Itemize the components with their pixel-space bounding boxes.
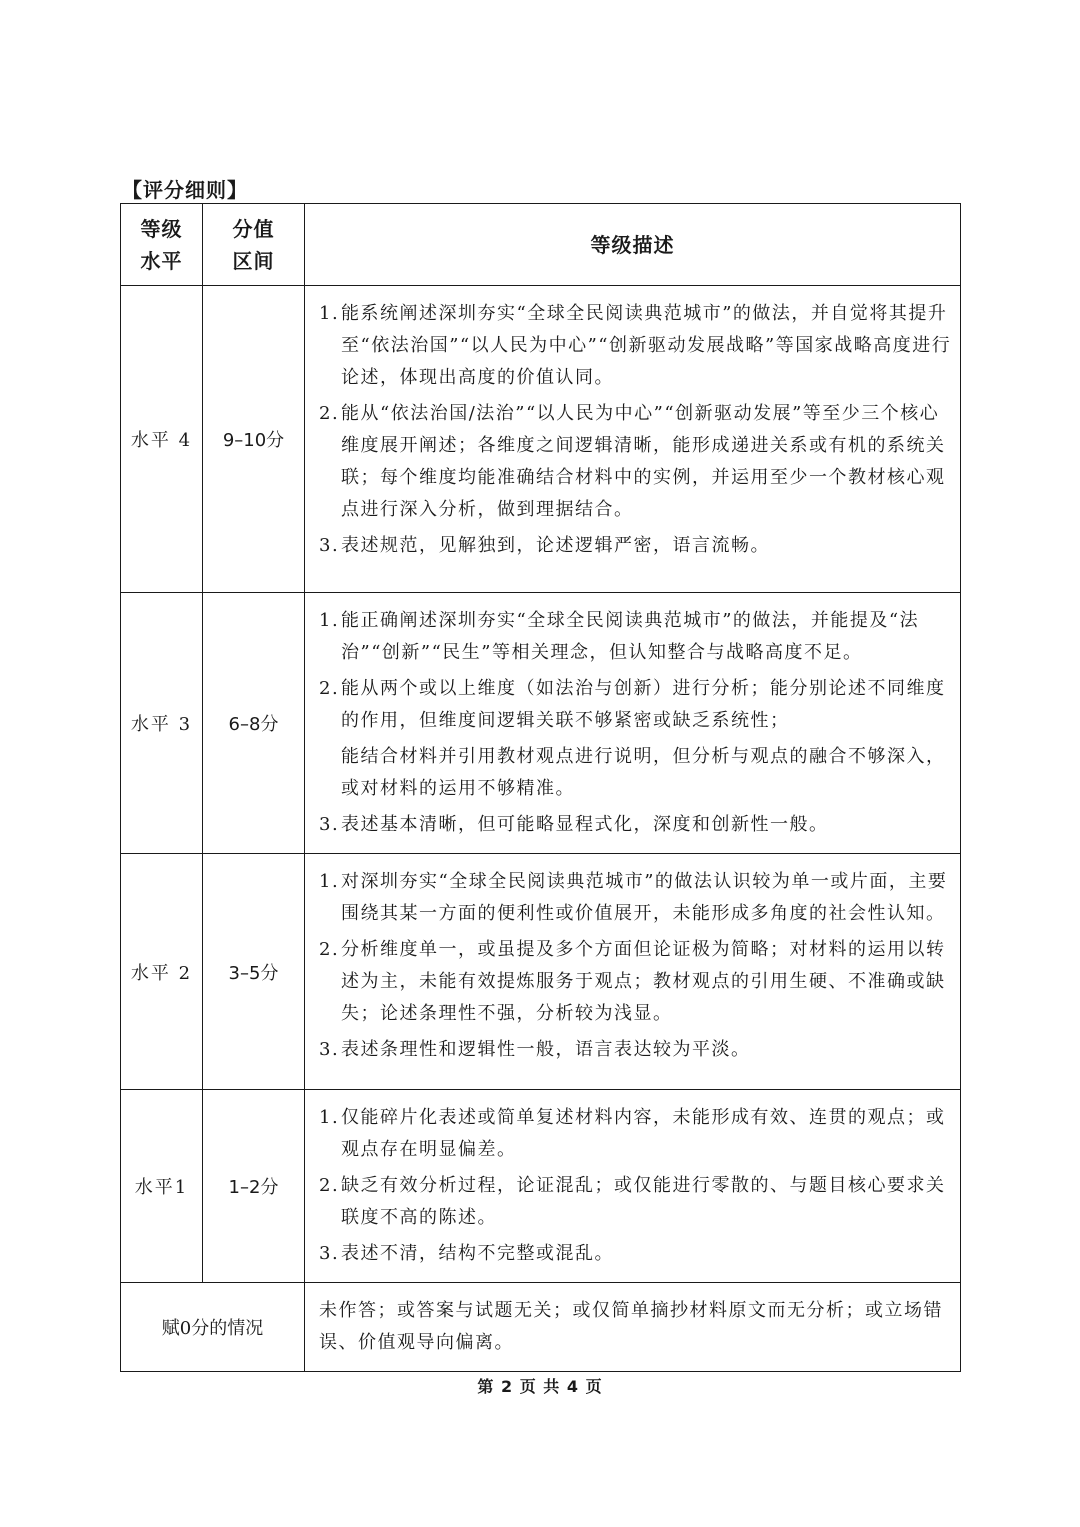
description-item: 3. 表述规范，见解独到，论述逻辑严密，语言流畅。 <box>319 535 770 556</box>
level-description <box>305 854 961 1090</box>
footer-total-pages: 4 <box>566 1377 579 1396</box>
header-level-line1: 等级 <box>140 216 183 241</box>
description-item: 2. 缺乏有效分析过程，论证混乱；或仅能进行零散的、与题目核心要求关联度不高的陈述。 <box>319 1175 946 1228</box>
description-item: 3. 表述不清，结构不完整或混乱。 <box>319 1243 614 1264</box>
section-heading: 【评分细则】 <box>122 178 248 202</box>
header-score-line2: 区间 <box>232 248 275 273</box>
score-range: 6–8分 <box>203 593 305 854</box>
level-label: 水平 3 <box>121 593 203 854</box>
description-item: 2. 能从两个或以上维度（如法治与创新）进行分析；能分别论述不同维度的作用，但维度间逻辑关联不够紧密或缺乏系统性； <box>319 678 946 731</box>
header-level <box>121 204 203 286</box>
header-level-line2: 水平 <box>140 248 183 273</box>
level-description <box>305 593 961 854</box>
level-label: 水平 4 <box>121 286 203 593</box>
table-header-row <box>121 204 961 286</box>
scoring-rubric-table <box>120 203 961 1372</box>
description-item: 未作答；或答案与试题无关；或仅简单摘抄材料原文而无分析；或立场错误、价值观导向偏离。 <box>319 1300 943 1353</box>
header-score-line1: 分值 <box>232 216 275 241</box>
description-item: 1. 能系统阐述深圳夯实“全球全民阅读典范城市”的做法，并自觉将其提升至“依法治国”“以人民为中心”“创新驱动发展战略”等国家战略高度进行论述，体现出高度的价值认同。 <box>319 303 952 388</box>
header-description: 等级描述 <box>305 204 961 286</box>
level-description <box>305 1090 961 1283</box>
score-range: 9–10分 <box>203 286 305 593</box>
score-range: 3–5分 <box>203 854 305 1090</box>
description-item: 能结合材料并引用教材观点进行说明，但分析与观点的融合不够深入，或对材料的运用不够精准。 <box>341 746 946 799</box>
zero-score-description <box>305 1283 961 1372</box>
description-item: 1. 仅能碎片化表述或简单复述材料内容，未能形成有效、连贯的观点；或观点存在明显偏差。 <box>319 1107 946 1160</box>
table-row-level-4 <box>121 286 961 593</box>
table-row-zero-score <box>121 1283 961 1372</box>
table-row-level-2 <box>121 854 961 1090</box>
level-description <box>305 286 961 593</box>
description-item: 3. 表述条理性和逻辑性一般，语言表达较为平淡。 <box>319 1039 751 1060</box>
header-score <box>203 204 305 286</box>
description-item: 3. 表述基本清晰，但可能略显程式化，深度和创新性一般。 <box>319 814 829 835</box>
description-item: 1. 能正确阐述深圳夯实“全球全民阅读典范城市”的做法，并能提及“法治”“创新”“民生”等相关理念，但认知整合与战略高度不足。 <box>319 610 920 663</box>
footer-middle: 页 共 <box>519 1377 561 1396</box>
description-item: 2. 分析维度单一，或虽提及多个方面但论证极为简略；对材料的运用以转述为主，未能有效提炼服务于观点；教材观点的引用生硬、不准确或缺失；论述条理性不强，分析较为浅显。 <box>319 939 946 1024</box>
score-range: 1–2分 <box>203 1090 305 1283</box>
table-row-level-3 <box>121 593 961 854</box>
page-footer <box>0 1374 1080 1397</box>
level-label: 水平 2 <box>121 854 203 1090</box>
table-row-level-1 <box>121 1090 961 1283</box>
level-label: 水平1 <box>121 1090 203 1283</box>
description-item: 1. 对深圳夯实“全球全民阅读典范城市”的做法认识较为单一或片面，主要围绕其某一方面的便利性或价值展开，未能形成多角度的社会性认知。 <box>319 871 948 924</box>
zero-score-label: 赋0分的情况 <box>121 1283 305 1372</box>
footer-suffix: 页 <box>585 1377 603 1396</box>
footer-page-number: 2 <box>500 1377 514 1396</box>
footer-prefix: 第 <box>477 1377 495 1396</box>
description-item: 2. 能从“依法治国/法治”“以人民为中心”“创新驱动发展”等至少三个核心维度展开阐述；各维度之间逻辑清晰，能形成递进关系或有机的系统关联；每个维度均能准确结合材料中的实例，并运用至少一个教材核心观点进行深入分析，做到理据结合。 <box>319 403 946 520</box>
